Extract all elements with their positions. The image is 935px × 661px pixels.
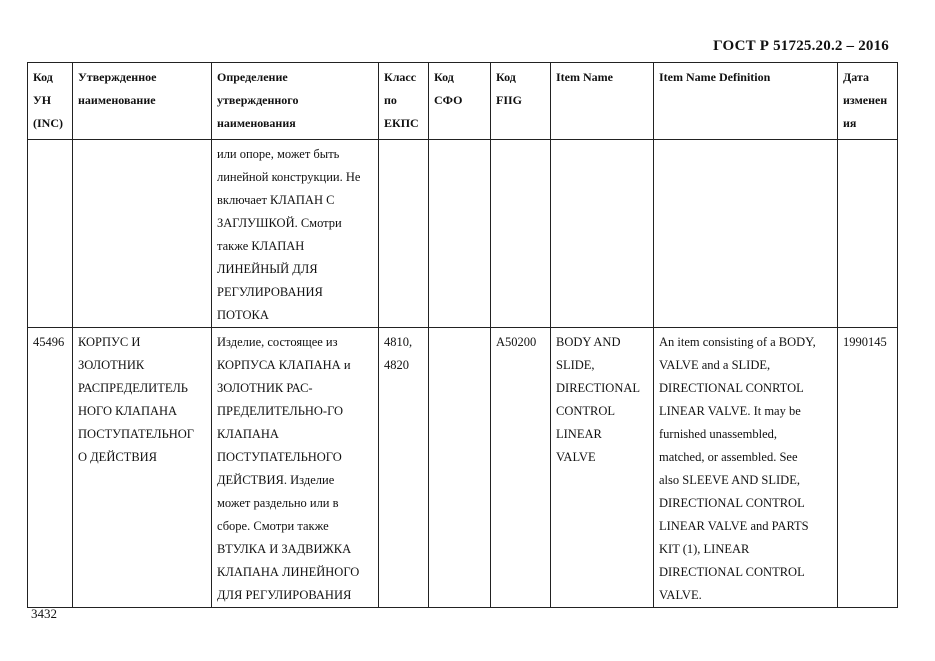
col-header-inc: Код УН (INC): [28, 63, 73, 140]
cell-item-name-definition: An item consisting of a BODY, VALVE and a SLIDE, DIRECTIONAL CONRTOL LINEAR VALVE. It may be furnished unassembled, matched, or assembled. See also SLEEVE AND SLIDE, DIRECTIONAL CONTROL LINEAR VALVE and PARTS KIT (1), LINEAR DIRECTIONAL CONTROL VALVE.: [654, 328, 838, 608]
cell-fiig: A50200: [491, 328, 551, 608]
col-header-fiig: Код FIIG: [491, 63, 551, 140]
cell-item-name-definition: [654, 140, 838, 328]
cell-date: 1990145: [838, 328, 898, 608]
cell-class: 4810, 4820: [379, 328, 429, 608]
col-header-item-name: Item Name: [551, 63, 654, 140]
col-header-sfo: Код СФО: [429, 63, 491, 140]
col-header-approved-name: Утвержденное наименование: [73, 63, 212, 140]
cell-sfo: [429, 140, 491, 328]
col-header-definition: Определение утвержденного наименования: [212, 63, 379, 140]
cell-item-name: BODY AND SLIDE, DIRECTIONAL CONTROL LINEAR VALVE: [551, 328, 654, 608]
table-row: [28, 328, 898, 608]
col-header-item-name-definition: Item Name Definition: [654, 63, 838, 140]
table-row: [28, 140, 898, 328]
table-header-row: [28, 63, 898, 140]
cell-inc: [28, 140, 73, 328]
cell-approved-name: [73, 140, 212, 328]
cell-fiig: [491, 140, 551, 328]
cell-definition: или опоре, может быть линейной конструкции. Не включает КЛАПАН С ЗАГЛУШКОЙ. Смотри также КЛАПАН ЛИНЕЙНЫЙ ДЛЯ РЕГУЛИРОВАНИЯ ПОТОКА: [212, 140, 379, 328]
catalog-table: [27, 62, 898, 608]
cell-inc: 45496: [28, 328, 73, 608]
col-header-date: Дата изменен ия: [838, 63, 898, 140]
cell-date: [838, 140, 898, 328]
col-header-class: Класс по ЕКПС: [379, 63, 429, 140]
document-code: ГОСТ Р 51725.20.2 – 2016: [713, 38, 889, 54]
cell-definition: Изделие, состоящее из КОРПУСА КЛАПАНА и ЗОЛОТНИК РАС- ПРЕДЕЛИТЕЛЬНО-ГО КЛАПАНА ПОСТУПАТЕЛЬНОГО ДЕЙСТВИЯ. Изделие может раздельно или в сборе. Смотри также ВТУЛКА И ЗАДВИЖКА КЛАПАНА ЛИНЕЙНОГО ДЛЯ РЕГУЛИРОВАНИЯ: [212, 328, 379, 608]
cell-approved-name: КОРПУС И ЗОЛОТНИК РАСПРЕДЕЛИТЕЛЬ НОГО КЛАПАНА ПОСТУПАТЕЛЬНОГ О ДЕЙСТВИЯ: [73, 328, 212, 608]
cell-class: [379, 140, 429, 328]
cell-item-name: [551, 140, 654, 328]
cell-sfo: [429, 328, 491, 608]
page-number: 3432: [31, 606, 57, 621]
